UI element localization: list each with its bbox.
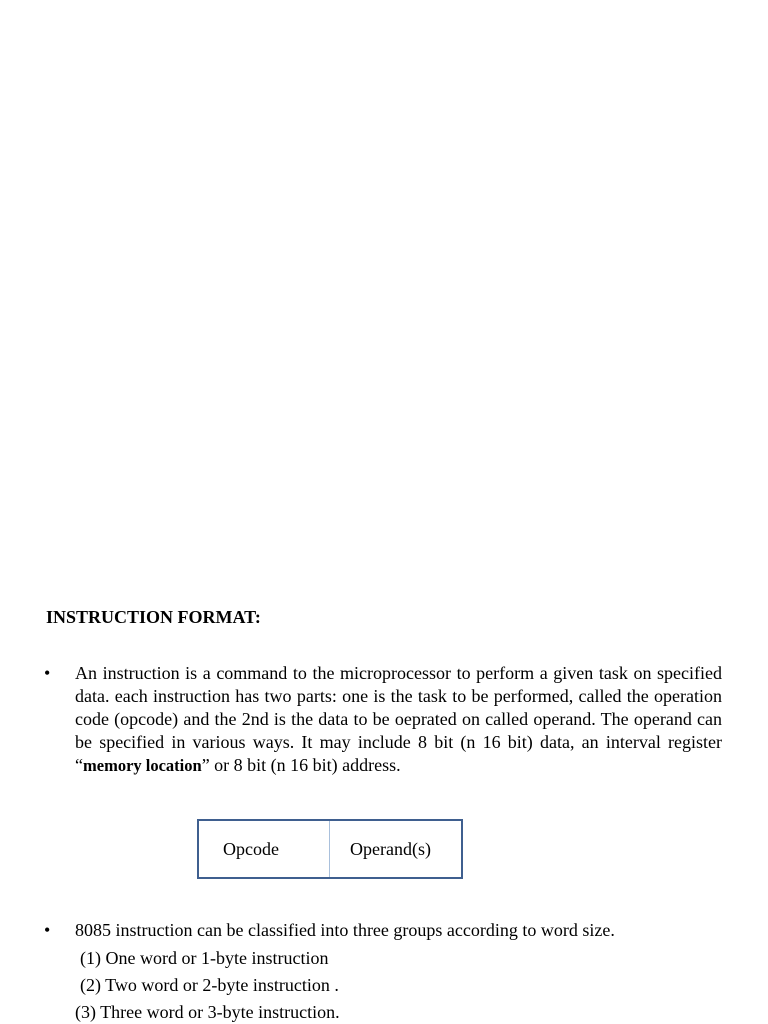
- paragraph-text-end: ” or 8 bit (n 16 bit) address.: [201, 755, 401, 775]
- memory-location-emphasis: memory location: [83, 756, 202, 775]
- opcode-cell: Opcode: [199, 821, 330, 877]
- bullet-1: •: [44, 663, 51, 683]
- section-heading: INSTRUCTION FORMAT:: [46, 607, 261, 627]
- instruction-definition-paragraph: [75, 662, 722, 777]
- bullet-2: •: [44, 920, 51, 940]
- operands-cell: Operand(s): [350, 838, 431, 859]
- group-item-three-byte: (3) Three word or 3-byte instruction.: [75, 1002, 340, 1022]
- instruction-format-table: [197, 819, 463, 879]
- paragraph-text: An instruction is a command to the microprocessor to perform a given task on specified data. each instruction has two parts: one is the task to be performed, called the operation code (opcode) and the 2nd is the data to be oeprated on called operand. The operand can be specified in various ways. It may include 8 bit (n 16 bit) data, an interval register “: [75, 663, 722, 775]
- group-item-two-byte: (2) Two word or 2-byte instruction .: [80, 975, 339, 995]
- classification-paragraph: 8085 instruction can be classified into three groups according to word size.: [75, 920, 615, 940]
- group-item-one-byte: (1) One word or 1-byte instruction: [80, 948, 329, 968]
